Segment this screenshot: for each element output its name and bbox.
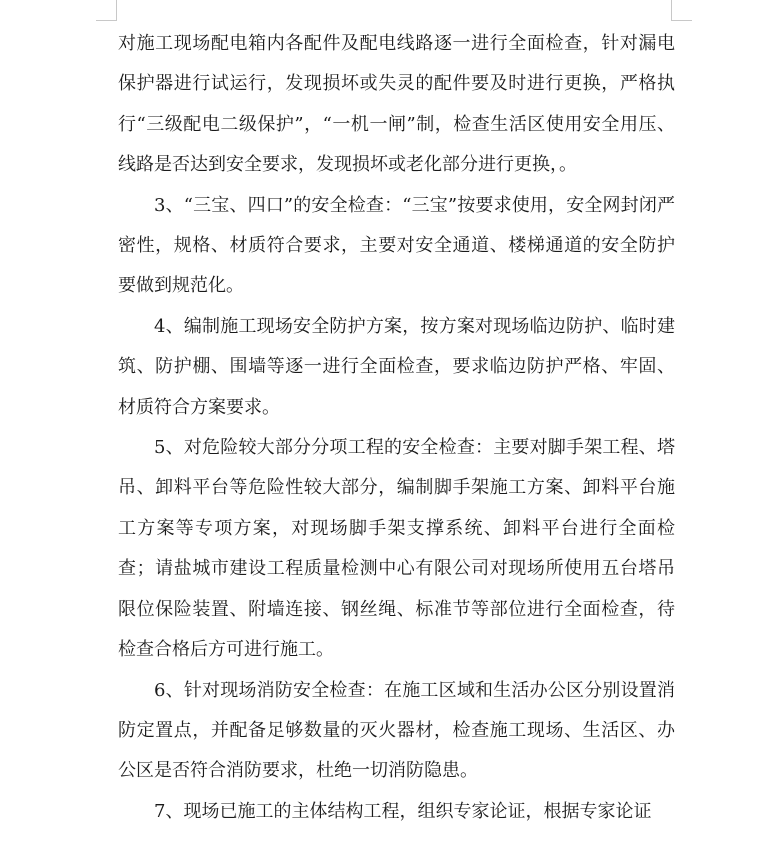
crop-mark-top-left [116,0,117,20]
paragraph-6[interactable]: 7、现场已施工的主体结构工程，组织专家论证，根据专家论证 [154,800,652,822]
paragraph-1[interactable]: 对施工现场配电箱内各配件及配电线路逐一进行全面检查，针对漏电保护器进行试运行，发现损坏或失灵的配件要及时进行更换，严格执行“三级配电二级保护”，“一机一闸”制，检查生活区使用安全用压、线路是否达到安全要求，发现损坏或老化部分进行更换，。 [118,33,675,176]
document-body[interactable] [118,24,675,832]
paragraph-3[interactable]: 4、编制施工现场安全防护方案，按方案对现场临边防护、临时建筑、防护棚、围墙等逐一进行全面检查，要求临边防护严格、牢固、材质符合方案要求。 [118,315,675,418]
paragraph-2[interactable]: 3、“三宝、四口”的安全检查：“三宝”按要求使用，安全网封闭严密性，规格、材质符合要求，主要对安全通道、楼梯通道的安全防护要做到规范化。 [118,194,675,297]
crop-mark-top-left [96,20,117,21]
paragraph-5[interactable]: 6、针对现场消防安全检查：在施工区域和生活办公区分别设置消防定置点，并配备足够数量的灭火器材，检查施工现场、生活区、办公区是否符合消防要求，杜绝一切消防隐患。 [118,679,675,782]
crop-mark-top-right [671,20,692,21]
crop-mark-top-right [671,0,672,20]
paragraph-4[interactable]: 5、对危险较大部分分项工程的安全检查：主要对脚手架工程、塔吊、卸料平台等危险性较大部分，编制脚手架施工方案、卸料平台施工方案等专项方案，对现场脚手架支撑系统、卸料平台进行全面检查；请盐城市建设工程质量检测中心有限公司对现场所使用五台塔吊限位保险装置、附墙连接、钢丝绳、标准节等部位进行全面检查，待检查合格后方可进行施工。 [118,437,675,661]
